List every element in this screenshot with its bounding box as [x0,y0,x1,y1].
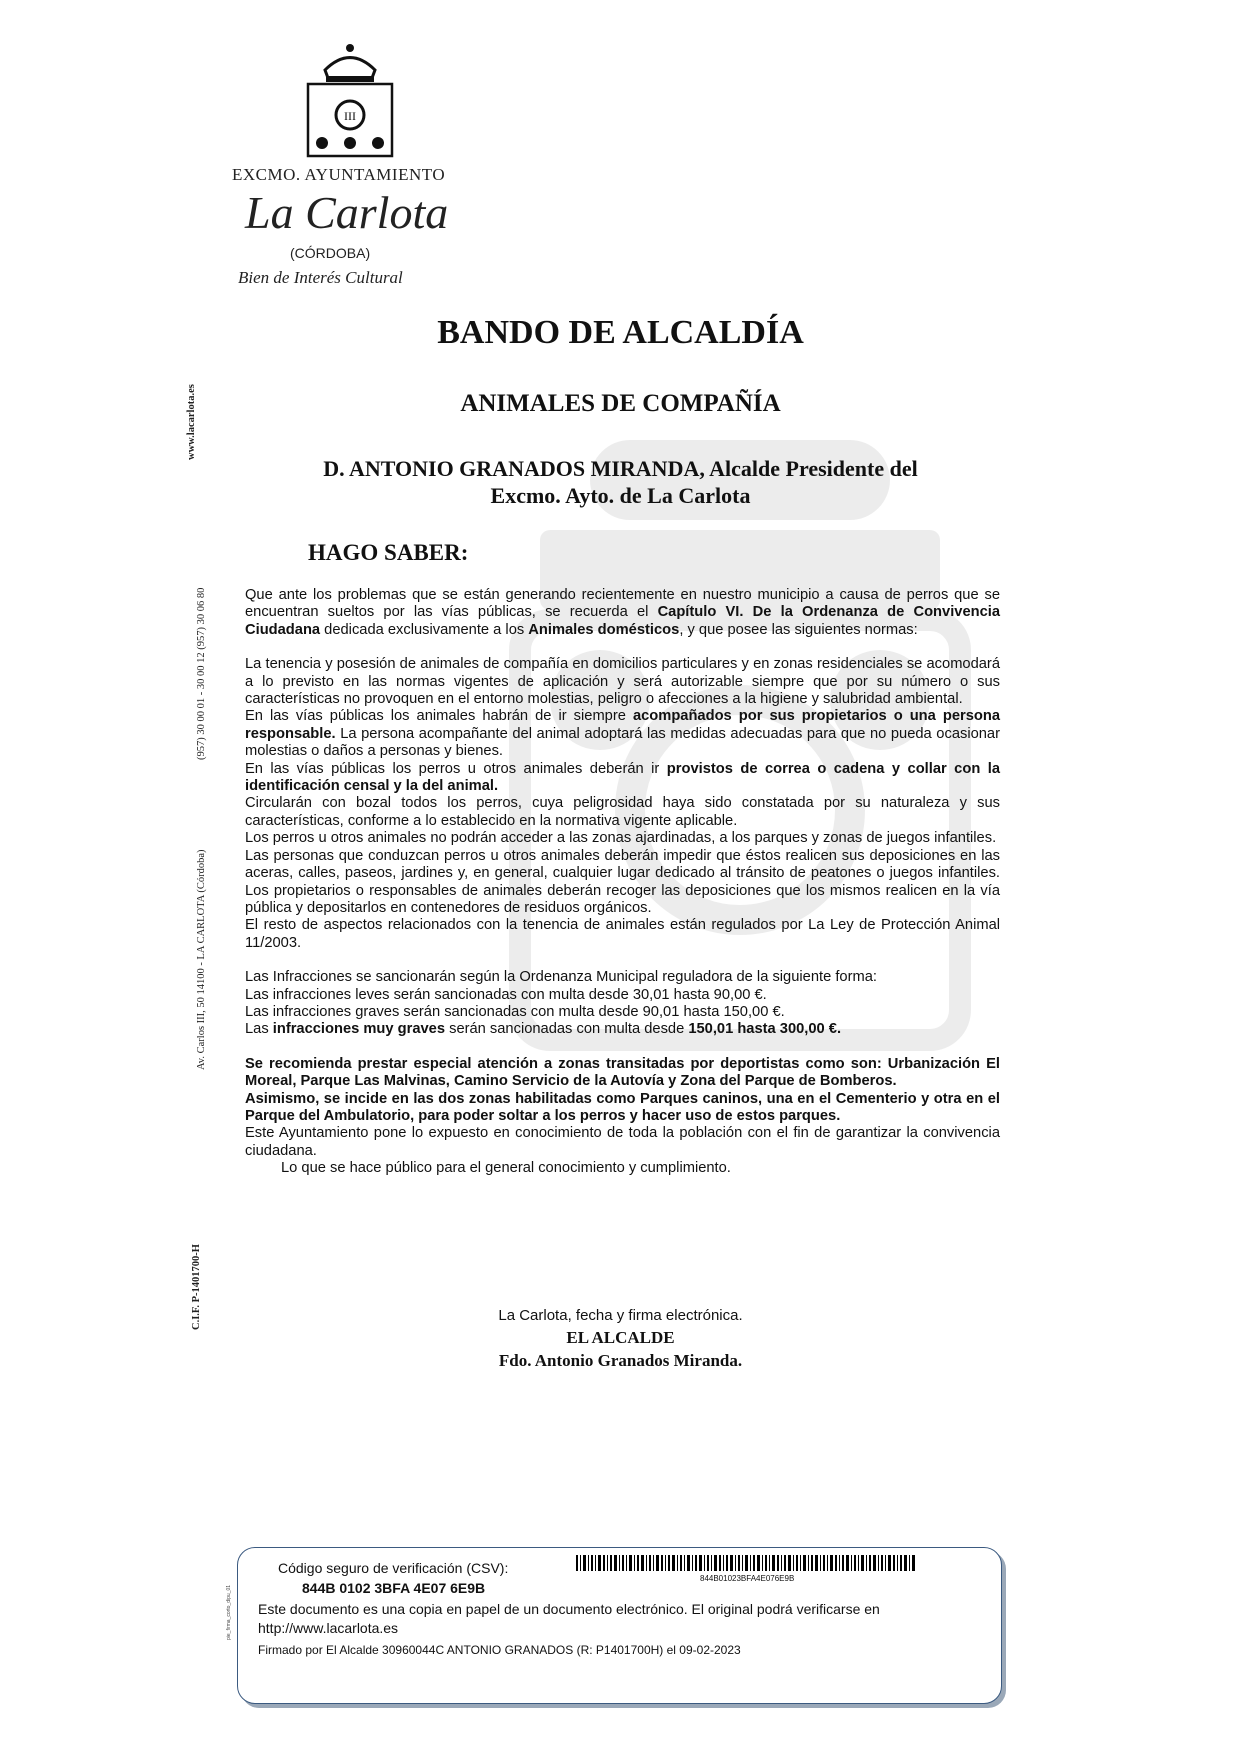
svg-text:III: III [344,109,356,123]
paragraph: Se recomienda prestar especial atención a zonas transitadas por deportistas como son: Urbanización El Moreal, Parque Las Malvinas, Camino Servicio de la Autovía y Zona del Parque de Bomberos. [245,1055,1000,1090]
paragraph: Lo que se hace público para el general conocimiento y cumplimiento. [281,1160,731,1177]
paragraph: La tenencia y posesión de animales de compañía en domicilios particulares y en zonas residenciales se acomodará a lo previsto en las normas vigentes de aplicación y será autorizable siempre que por su número o sus características no provoquen en el entorno molestias, peligro o afecciones a la higiene y salubridad ambiental. [245,656,1000,708]
body-text [245,587,1000,1178]
signature-name: Fdo. Antonio Granados Miranda. [498,1351,743,1370]
csv-label: Código seguro de verificación (CSV): [278,1560,509,1576]
barcode-icon [576,1555,916,1571]
mayor-line-2: Excmo. Ayto. de La Carlota [490,483,751,508]
paragraph: Circularán con bozal todos los perros, cuya peligrosidad haya sido constatada por su naturaleza y sus características, conforme a lo establecido en la normativa vigente aplicable. [245,795,1000,829]
province: (CÓRDOBA) [290,245,371,261]
sidebar-phones: (957) 30 00 01 - 30 00 12 (957) 30 06 80 [196,587,207,760]
subtitle: ANIMALES DE COMPAÑÍA [460,390,781,417]
paragraph: Las infracciones leves serán sancionadas con multa desde 30,01 hasta 90,00 €. [245,986,767,1003]
mayor-line-1: D. ANTONIO GRANADOS MIRANDA, Alcalde Presidente del [323,456,918,481]
paragraph: Las Infracciones se sancionarán según la Ordenanza Municipal reguladora de la siguiente forma: [245,969,877,986]
signed-by: Firmado por El Alcalde 30960044C ANTONIO GRANADOS (R: P1401700H) el 09-02-2023 [258,1643,741,1657]
barcode-text: 844B01023BFA4E076E9B [700,1574,795,1583]
paragraph: Este Ayuntamiento pone lo expuesto en conocimiento de toda la población con el fin de garantizar la convivencia ciudadana. [245,1125,1000,1159]
paragraph: En las vías públicas los animales habrán de ir siempre acompañados por sus propietarios o una persona responsable. La persona acompañante del animal adoptará las medidas adecuadas para que no pueda ocasionar molestias o daños a personas y bienes. [245,708,1000,760]
sidebar-web: www.lacarlota.es [186,384,197,460]
paragraph: Las personas que conduzcan perros u otros animales deberán impedir que éstos realicen sus deposiciones en las aceras, calles, paseos, jardines y, en general, cualquier lugar dedicado al tránsito de peatones o juegos infantiles. Los propietarios o responsables de animales deberán recoger las deposiciones que los mismos realicen en la vía pública y depositarlos en contenedores de residuos orgánicos. [245,847,1000,916]
crest-logo [300,40,400,160]
tagline: Bien de Interés Cultural [238,268,403,287]
paragraph: Las infracciones graves serán sancionadas con multa desde 90,01 hasta 150,00 €. [245,1003,785,1020]
page-title: BANDO DE ALCALDÍA [437,314,804,351]
signature-role: EL ALCALDE [566,1328,675,1347]
paragraph: Las infracciones muy graves serán sancionadas con multa desde 150,01 hasta 300,00 €. [245,1021,842,1038]
verification-link[interactable]: http://www.lacarlota.es [258,1620,399,1636]
csv-code: 844B 0102 3BFA 4E07 6E9B [302,1580,486,1596]
paragraph: Los perros u otros animales no podrán acceder a las zonas ajardinadas, a los parques y zonas de juegos infantiles. [245,830,997,847]
sidebar-cif: C.I.F. P-1401700-H [191,1244,202,1330]
paragraph: El resto de aspectos relacionados con la tenencia de animales están regulados por La Ley de Protección Animal 11/2003. [245,917,1000,951]
place-date: La Carlota, fecha y firma electrónica. [498,1307,743,1324]
paragraph: En las vías públicas los perros u otros animales deberán ir provistos de correa o cadena y collar con la identificación censal y la del animal. [245,760,1001,795]
org-line: EXCMO. AYUNTAMIENTO [232,165,446,184]
paragraph: Asimismo, se incide en las dos zonas habilitadas como Parques caninos, una en el Cementerio y otra en el Parque del Ambulatorio, para poder soltar a los perros y hacer uso de estos parques. [245,1090,1000,1124]
sidebar-address: Av. Carlos III, 50 14100 - LA CARLOTA (Córdoba) [196,849,207,1070]
copy-notice-1: Este documento es una copia en papel de un documento electrónico. El original podrá verificarse en [258,1601,880,1617]
footer-side-code: pie_firma_corto_dipu_01 [226,1584,232,1640]
hago-saber: HAGO SABER: [308,540,469,565]
paragraph: Que ante los problemas que se están generando recientemente en nuestro municipio a causa de perros que se encuentran sueltos por las vías públicas, se recuerda el Capítulo VI. De la Ordenanza de Convivencia Ciudadana dedicada exclusivamente a los Animales domésticos, y que posee las siguientes normas: [245,587,1000,638]
town-name: La Carlota [245,187,449,238]
